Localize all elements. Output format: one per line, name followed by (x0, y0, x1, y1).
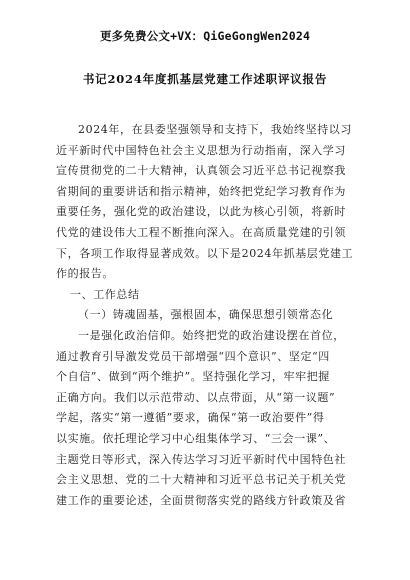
section-heading: 一、工作总结 (70, 287, 140, 301)
body-line: 会主义思想、党的二十大精神和习近平总书记关于机关党 (56, 473, 346, 487)
document-title: 书记2024年度抓基层党建工作述职评议报告 (82, 72, 328, 86)
body-line: 以实施。依托理论学习中心组集体学习、“三会一课”、 (56, 431, 336, 445)
body-line: 作的报告。 (56, 267, 114, 281)
body-line: 一是强化政治信仰。始终把党的政治建设摆在首位， (78, 328, 345, 342)
document-body (56, 120, 358, 511)
body-line: 主题党日等形式，深入传达学习习近平新时代中国特色社 (56, 452, 346, 466)
body-line: 建工作的重要论述，全面贯彻落实党的路线方针政策及省 (56, 493, 346, 507)
body-line: 下，各项工作取得显著成效。以下是2024年抓基层党建工 (56, 246, 354, 260)
body-line: 省期间的重要讲话和指示精神，始终把党纪学习教育作为 (56, 184, 346, 198)
body-line: 代党的建设伟大工程不断推向深入。在高质量党建的引领 (56, 225, 346, 239)
body-line: 正确方向。我们以示范带动、以点带面，从“第一议题” (56, 390, 336, 404)
body-line: 重要任务，强化党的政治建设，以此为核心引领，将新时 (56, 205, 346, 219)
body-line: 通过教育引导激发党员干部增强“四个意识”、坚定“四 (56, 349, 330, 363)
body-line: 近平新时代中国特色社会主义思想为行动指南，深入学习 (56, 143, 346, 157)
subsection-heading: （一）铸魂固基，强根固本，确保思想引领常态化 (78, 308, 334, 322)
body-line: 宣传贯彻党的二十大精神，认真领会习近平总书记视察我 (56, 164, 346, 178)
body-line: 2024年，在县委坚强领导和支持下，我始终坚持以习 (78, 123, 352, 136)
promo-banner: 更多免费公文+VX：QiGeGongWen2024 (99, 29, 311, 43)
body-line: 个自信”、做到“两个维护”。坚持强化学习，牢牢把握 (56, 370, 330, 384)
body-line: 学起，落实“第一遵循”要求，确保“第一政治要件”得 (56, 411, 325, 425)
